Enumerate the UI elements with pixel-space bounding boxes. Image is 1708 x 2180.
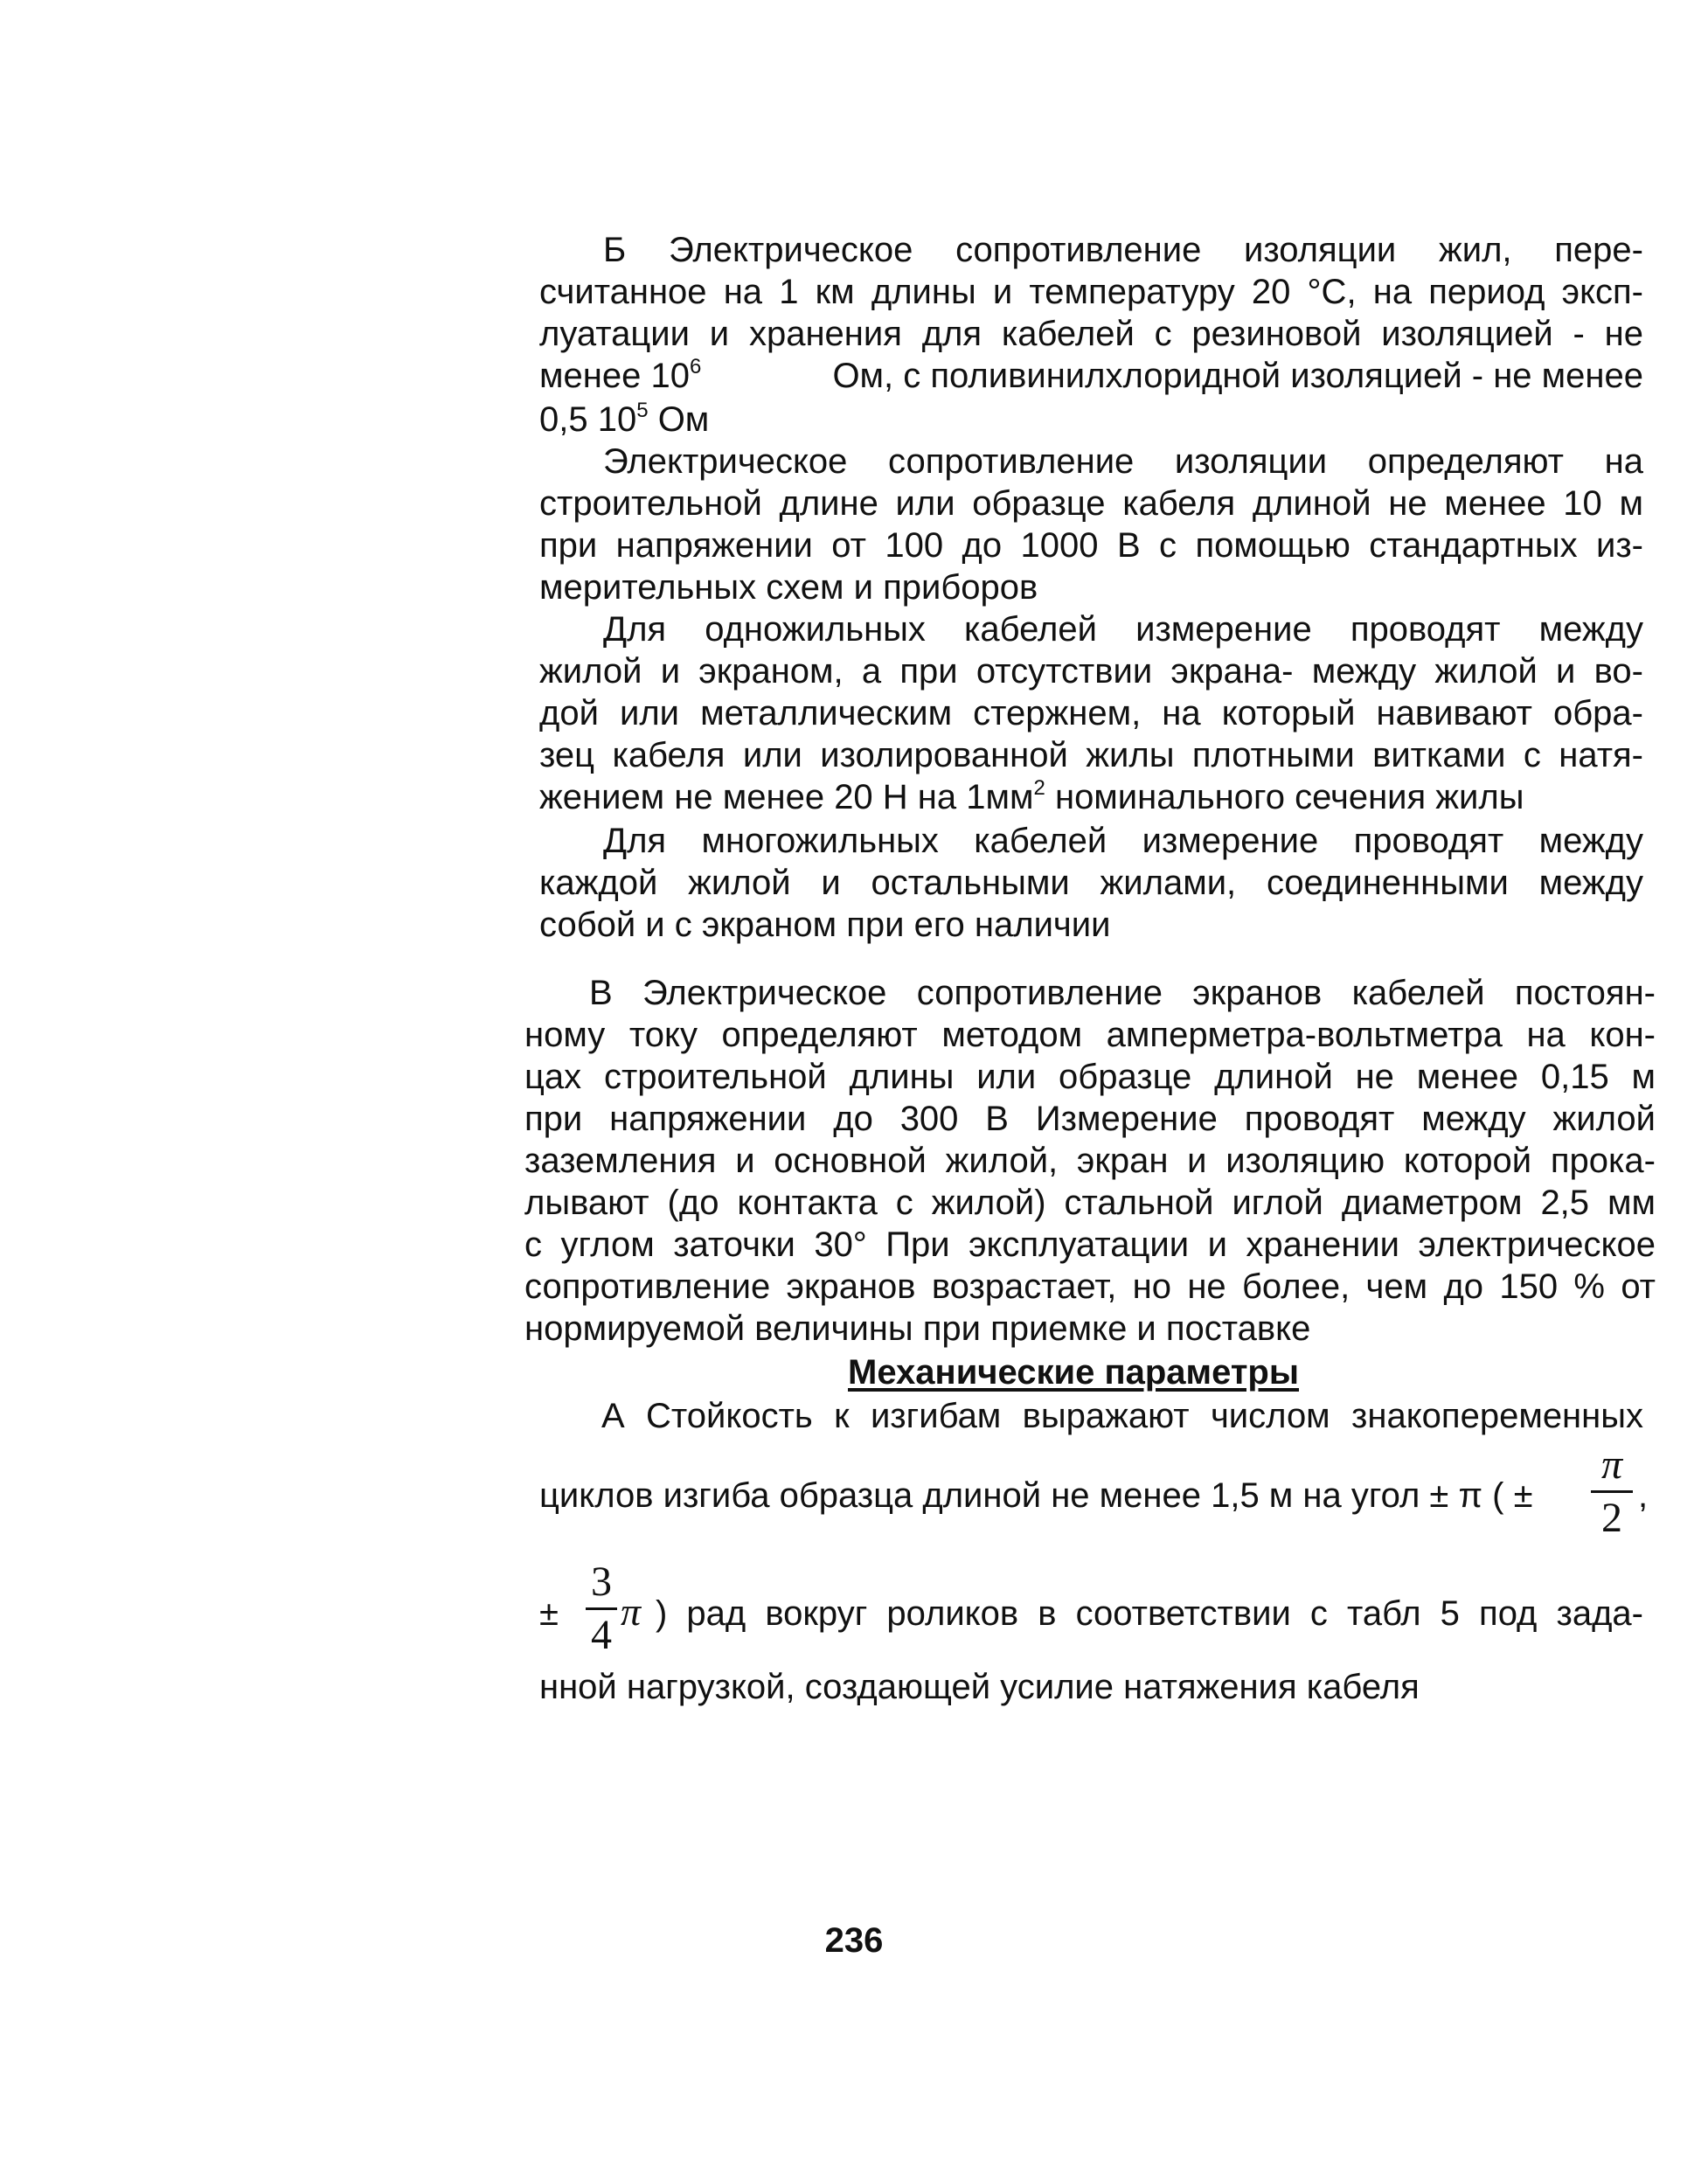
para-single-line-5: жением не менее 20 Н на $1мм^2$ номинального сечения жилы	[539, 776, 1524, 816]
para-v-line-3: цах строительной длины или образце длиной не менее 0,15 м	[524, 1058, 1656, 1096]
fraction-2-denominator: 4	[591, 1612, 612, 1658]
para-v-line-4: при напряжении до 300 В Измерение проводят между жилой	[524, 1100, 1656, 1138]
section-heading: Механические параметры	[848, 1353, 1300, 1392]
para-multi-line-3: собой и с экраном при его наличии	[539, 906, 1111, 944]
para-a-line-3-pm: ±	[539, 1594, 559, 1633]
para-single-line-3: дой или металлическим стержнем, на который навивают обра-	[539, 694, 1643, 732]
para-a-line-3: ) рад вокруг роликов в соответствии с табл 5 под зада-	[656, 1594, 1643, 1633]
para-b-line-4: менее $10^6$ Ом, с поливинилхлоридной изоляцией - не менее	[539, 355, 1643, 395]
para-single-line-4: зец кабеля или изолированной жилы плотными витками с натя-	[539, 736, 1643, 774]
para-measure-line-3: при напряжении от 100 до 1000 В с помощью стандартных из-	[539, 526, 1643, 565]
fraction-pi-over-2	[1591, 1442, 1633, 1541]
para-multi-line-2: каждой жилой и остальными жилами, соединенными между	[539, 864, 1643, 902]
para-a-line-2: циклов изгиба образца длиной не менее 1,5 м на угол ± π ( ±	[539, 1476, 1533, 1515]
para-b-line-1: Б Электрическое сопротивление изоляции жил, пере-	[603, 231, 1643, 269]
para-b-line-3: луатации и хранения для кабелей с резиновой изоляцией - не	[539, 315, 1643, 353]
para-b-line-5: 0,5 $10^5$ Ом	[539, 399, 710, 439]
para-v-line-1: В Электрическое сопротивление экранов кабелей постоян-	[589, 974, 1656, 1012]
fraction-2-numerator: 3	[591, 1559, 612, 1605]
fraction-2-bar	[586, 1607, 617, 1610]
para-a-line-4: нной нагрузкой, создающей усилие натяжения кабеля	[539, 1668, 1420, 1706]
para-v-line-9: нормируемой величины при приемке и поставке	[524, 1309, 1311, 1348]
para-single-line-1: Для одножильных кабелей измерение проводят между	[603, 610, 1643, 649]
para-b-line-2: считанное на 1 км длины и температуру 20 °С, на период эксп-	[539, 273, 1643, 311]
fraction-3-over-4	[586, 1559, 617, 1658]
para-measure-line-1: Электрическое сопротивление изоляции определяют на	[603, 442, 1643, 481]
para-a-line-2-end: ,	[1638, 1476, 1649, 1515]
fraction-1-numerator: π	[1600, 1441, 1623, 1488]
fraction-1-bar	[1591, 1490, 1633, 1493]
para-a-line-1: А Стойкость к изгибам выражают числом знакопеременных	[601, 1397, 1643, 1435]
page-number: 236	[824, 1921, 884, 1960]
fraction-1-denominator: 2	[1601, 1495, 1622, 1541]
para-multi-line-1: Для многожильных кабелей измерение проводят между	[603, 822, 1643, 860]
para-v-line-2: ному току определяют методом амперметра-вольтметра на кон-	[524, 1016, 1656, 1054]
para-v-line-5: заземления и основной жилой, экран и изоляцию которой прока-	[524, 1142, 1656, 1180]
para-v-line-6: лывают (до контакта с жилой) стальной иглой диаметром 2,5 мм	[524, 1184, 1656, 1222]
pi-symbol: π	[621, 1589, 642, 1634]
para-single-line-2: жилой и экраном, а при отсутствии экрана- между жилой и во-	[539, 652, 1643, 691]
para-measure-line-2: строительной длине или образце кабеля длиной не менее 10 м	[539, 484, 1643, 523]
para-v-line-8: сопротивление экранов возрастает, но не более, чем до 150 % от	[524, 1267, 1656, 1306]
para-v-line-7: с углом заточки 30° При эксплуатации и хранении электрическое	[524, 1225, 1656, 1264]
para-measure-line-4: мерительных схем и приборов	[539, 568, 1038, 607]
